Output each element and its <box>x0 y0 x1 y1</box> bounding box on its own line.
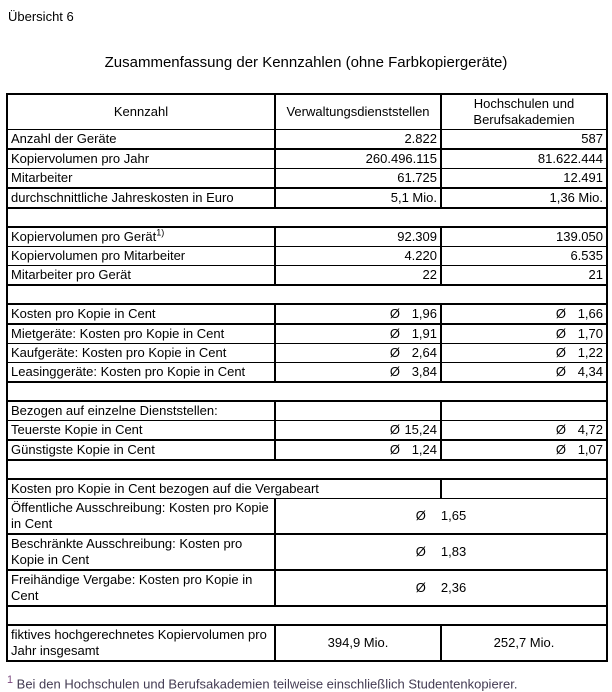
value-hochschulen: 12.491 <box>441 169 607 189</box>
table-row <box>7 227 607 247</box>
average-symbol: Ø <box>389 422 400 437</box>
value-hochschulen <box>441 344 607 363</box>
table-row <box>7 344 607 363</box>
row-label: Kopiervolumen pro Mitarbeiter <box>7 247 275 266</box>
row-label: Beschränkte Ausschreibung: Kosten pro Kopie in Cent <box>7 534 275 570</box>
value-verwaltung: 22 <box>275 266 441 286</box>
value-verwaltung <box>275 401 441 421</box>
average-symbol: Ø <box>555 306 566 321</box>
overview-label: Übersicht 6 <box>8 9 74 24</box>
row-label: durchschnittliche Jahreskosten in Euro <box>7 188 275 208</box>
value-text: 1,07 <box>577 442 603 457</box>
row-label: Kaufgeräte: Kosten pro Kopie in Cent <box>7 344 275 363</box>
table-row <box>7 304 607 324</box>
row-label: Öffentliche Ausschreibung: Kosten pro Kopie in Cent <box>7 499 275 535</box>
average-symbol: Ø <box>555 442 566 457</box>
value-verwaltung <box>275 344 441 363</box>
value-verwaltung: 394,9 Mio. <box>275 625 441 661</box>
average-symbol: Ø <box>415 508 426 523</box>
row-label <box>7 227 275 247</box>
value-hochschulen: 21 <box>441 266 607 286</box>
document-page <box>0 9 612 692</box>
value-hochschulen <box>441 479 607 499</box>
average-symbol: Ø <box>389 306 400 321</box>
value-text: 4,72 <box>577 422 603 437</box>
column-header-kennzahl: Kennzahl <box>7 94 275 130</box>
table-row <box>7 440 607 460</box>
value-hochschulen: 587 <box>441 130 607 150</box>
value-verwaltung: 92.309 <box>275 227 441 247</box>
value-hochschulen <box>441 440 607 460</box>
value-verwaltung: 61.725 <box>275 169 441 189</box>
row-label: Kopiervolumen pro Jahr <box>7 149 275 169</box>
value-text: 1,24 <box>411 442 437 457</box>
spacer-row <box>7 208 607 227</box>
row-label: Freihändige Vergabe: Kosten pro Kopie in Cent <box>7 570 275 606</box>
row-label: Kosten pro Kopie in Cent <box>7 304 275 324</box>
value-text: 1,22 <box>577 345 603 360</box>
value-verwaltung <box>275 304 441 324</box>
average-symbol: Ø <box>389 345 400 360</box>
row-label: Leasinggeräte: Kosten pro Kopie in Cent <box>7 363 275 383</box>
value-text: 2,64 <box>411 345 437 360</box>
value-text: 1,96 <box>411 306 437 321</box>
value-verwaltung <box>275 324 441 344</box>
spacer-row <box>7 460 607 479</box>
footnote-reference: 1) <box>156 227 165 238</box>
value-verwaltung <box>275 440 441 460</box>
value-verwaltung <box>275 421 441 441</box>
table-row <box>7 534 607 570</box>
table-header-row <box>7 94 607 130</box>
table-row <box>7 570 607 606</box>
value-verwaltung: 2.822 <box>275 130 441 150</box>
row-label: Anzahl der Geräte <box>7 130 275 150</box>
row-label: Mitarbeiter pro Gerät <box>7 266 275 286</box>
value-hochschulen: 252,7 Mio. <box>441 625 607 661</box>
value-hochschulen <box>441 401 607 421</box>
average-symbol: Ø <box>555 422 566 437</box>
value-text: 1,91 <box>411 326 437 341</box>
row-label: Teuerste Kopie in Cent <box>7 421 275 441</box>
section-label-vergabeart: Kosten pro Kopie in Cent bezogen auf die Vergabeart <box>7 479 441 499</box>
table-row <box>7 499 607 535</box>
kennzahlen-table <box>6 93 608 662</box>
value-merged <box>275 534 607 570</box>
table-row <box>7 401 607 421</box>
value-text: 3,84 <box>411 364 437 379</box>
table-row <box>7 421 607 441</box>
value-merged <box>275 570 607 606</box>
average-symbol: Ø <box>389 442 400 457</box>
column-header-hochschulen: Hochschulen und Berufsakademien <box>441 94 607 130</box>
table-row <box>7 247 607 266</box>
value-hochschulen: 1,36 Mio. <box>441 188 607 208</box>
footnote-text: Bei den Hochschulen und Berufsakademien teilweise einschließlich Studentenkopierer. <box>16 676 518 692</box>
average-symbol: Ø <box>389 364 400 379</box>
table-row <box>7 363 607 383</box>
average-symbol: Ø <box>555 364 566 379</box>
row-label: Mitarbeiter <box>7 169 275 189</box>
value-text: 1,83 <box>440 544 467 559</box>
table-row <box>7 169 607 189</box>
average-symbol: Ø <box>389 326 400 341</box>
average-symbol: Ø <box>415 580 426 595</box>
spacer-row <box>7 606 607 625</box>
value-verwaltung <box>275 363 441 383</box>
row-label: fiktives hochgerechnetes Kopiervolumen pro Jahr insgesamt <box>7 625 275 661</box>
table-row <box>7 479 607 499</box>
value-hochschulen: 81.622.444 <box>441 149 607 169</box>
average-symbol: Ø <box>555 326 566 341</box>
value-merged <box>275 499 607 535</box>
table-row <box>7 324 607 344</box>
value-hochschulen <box>441 421 607 441</box>
spacer-row <box>7 285 607 304</box>
value-hochschulen: 6.535 <box>441 247 607 266</box>
column-header-verwaltungsdienststellen: Verwaltungsdienststellen <box>275 94 441 130</box>
value-text: 1,65 <box>440 508 467 523</box>
row-label-text: Kopiervolumen pro Gerät <box>11 229 157 244</box>
value-text: 2,36 <box>440 580 467 595</box>
row-label: Bezogen auf einzelne Dienststellen: <box>7 401 275 421</box>
value-verwaltung: 260.496.115 <box>275 149 441 169</box>
average-symbol: Ø <box>555 345 566 360</box>
spacer-row <box>7 382 607 401</box>
value-hochschulen: 139.050 <box>441 227 607 247</box>
table-row <box>7 130 607 150</box>
value-hochschulen <box>441 363 607 383</box>
row-label: Mietgeräte: Kosten pro Kopie in Cent <box>7 324 275 344</box>
footnote <box>7 672 612 692</box>
value-text: 1,70 <box>577 326 603 341</box>
value-verwaltung: 5,1 Mio. <box>275 188 441 208</box>
table-row <box>7 625 607 661</box>
table-row <box>7 188 607 208</box>
row-label: Günstigste Kopie in Cent <box>7 440 275 460</box>
value-verwaltung: 4.220 <box>275 247 441 266</box>
value-hochschulen <box>441 324 607 344</box>
footnote-marker: 1 <box>7 674 14 686</box>
value-text: 15,24 <box>404 422 437 437</box>
average-symbol: Ø <box>415 544 426 559</box>
page-title: Zusammenfassung der Kennzahlen (ohne Farbkopiergeräte) <box>104 54 508 71</box>
table-row <box>7 266 607 286</box>
value-hochschulen <box>441 304 607 324</box>
value-text: 1,66 <box>577 306 603 321</box>
value-text: 4,34 <box>577 364 603 379</box>
table-row <box>7 149 607 169</box>
